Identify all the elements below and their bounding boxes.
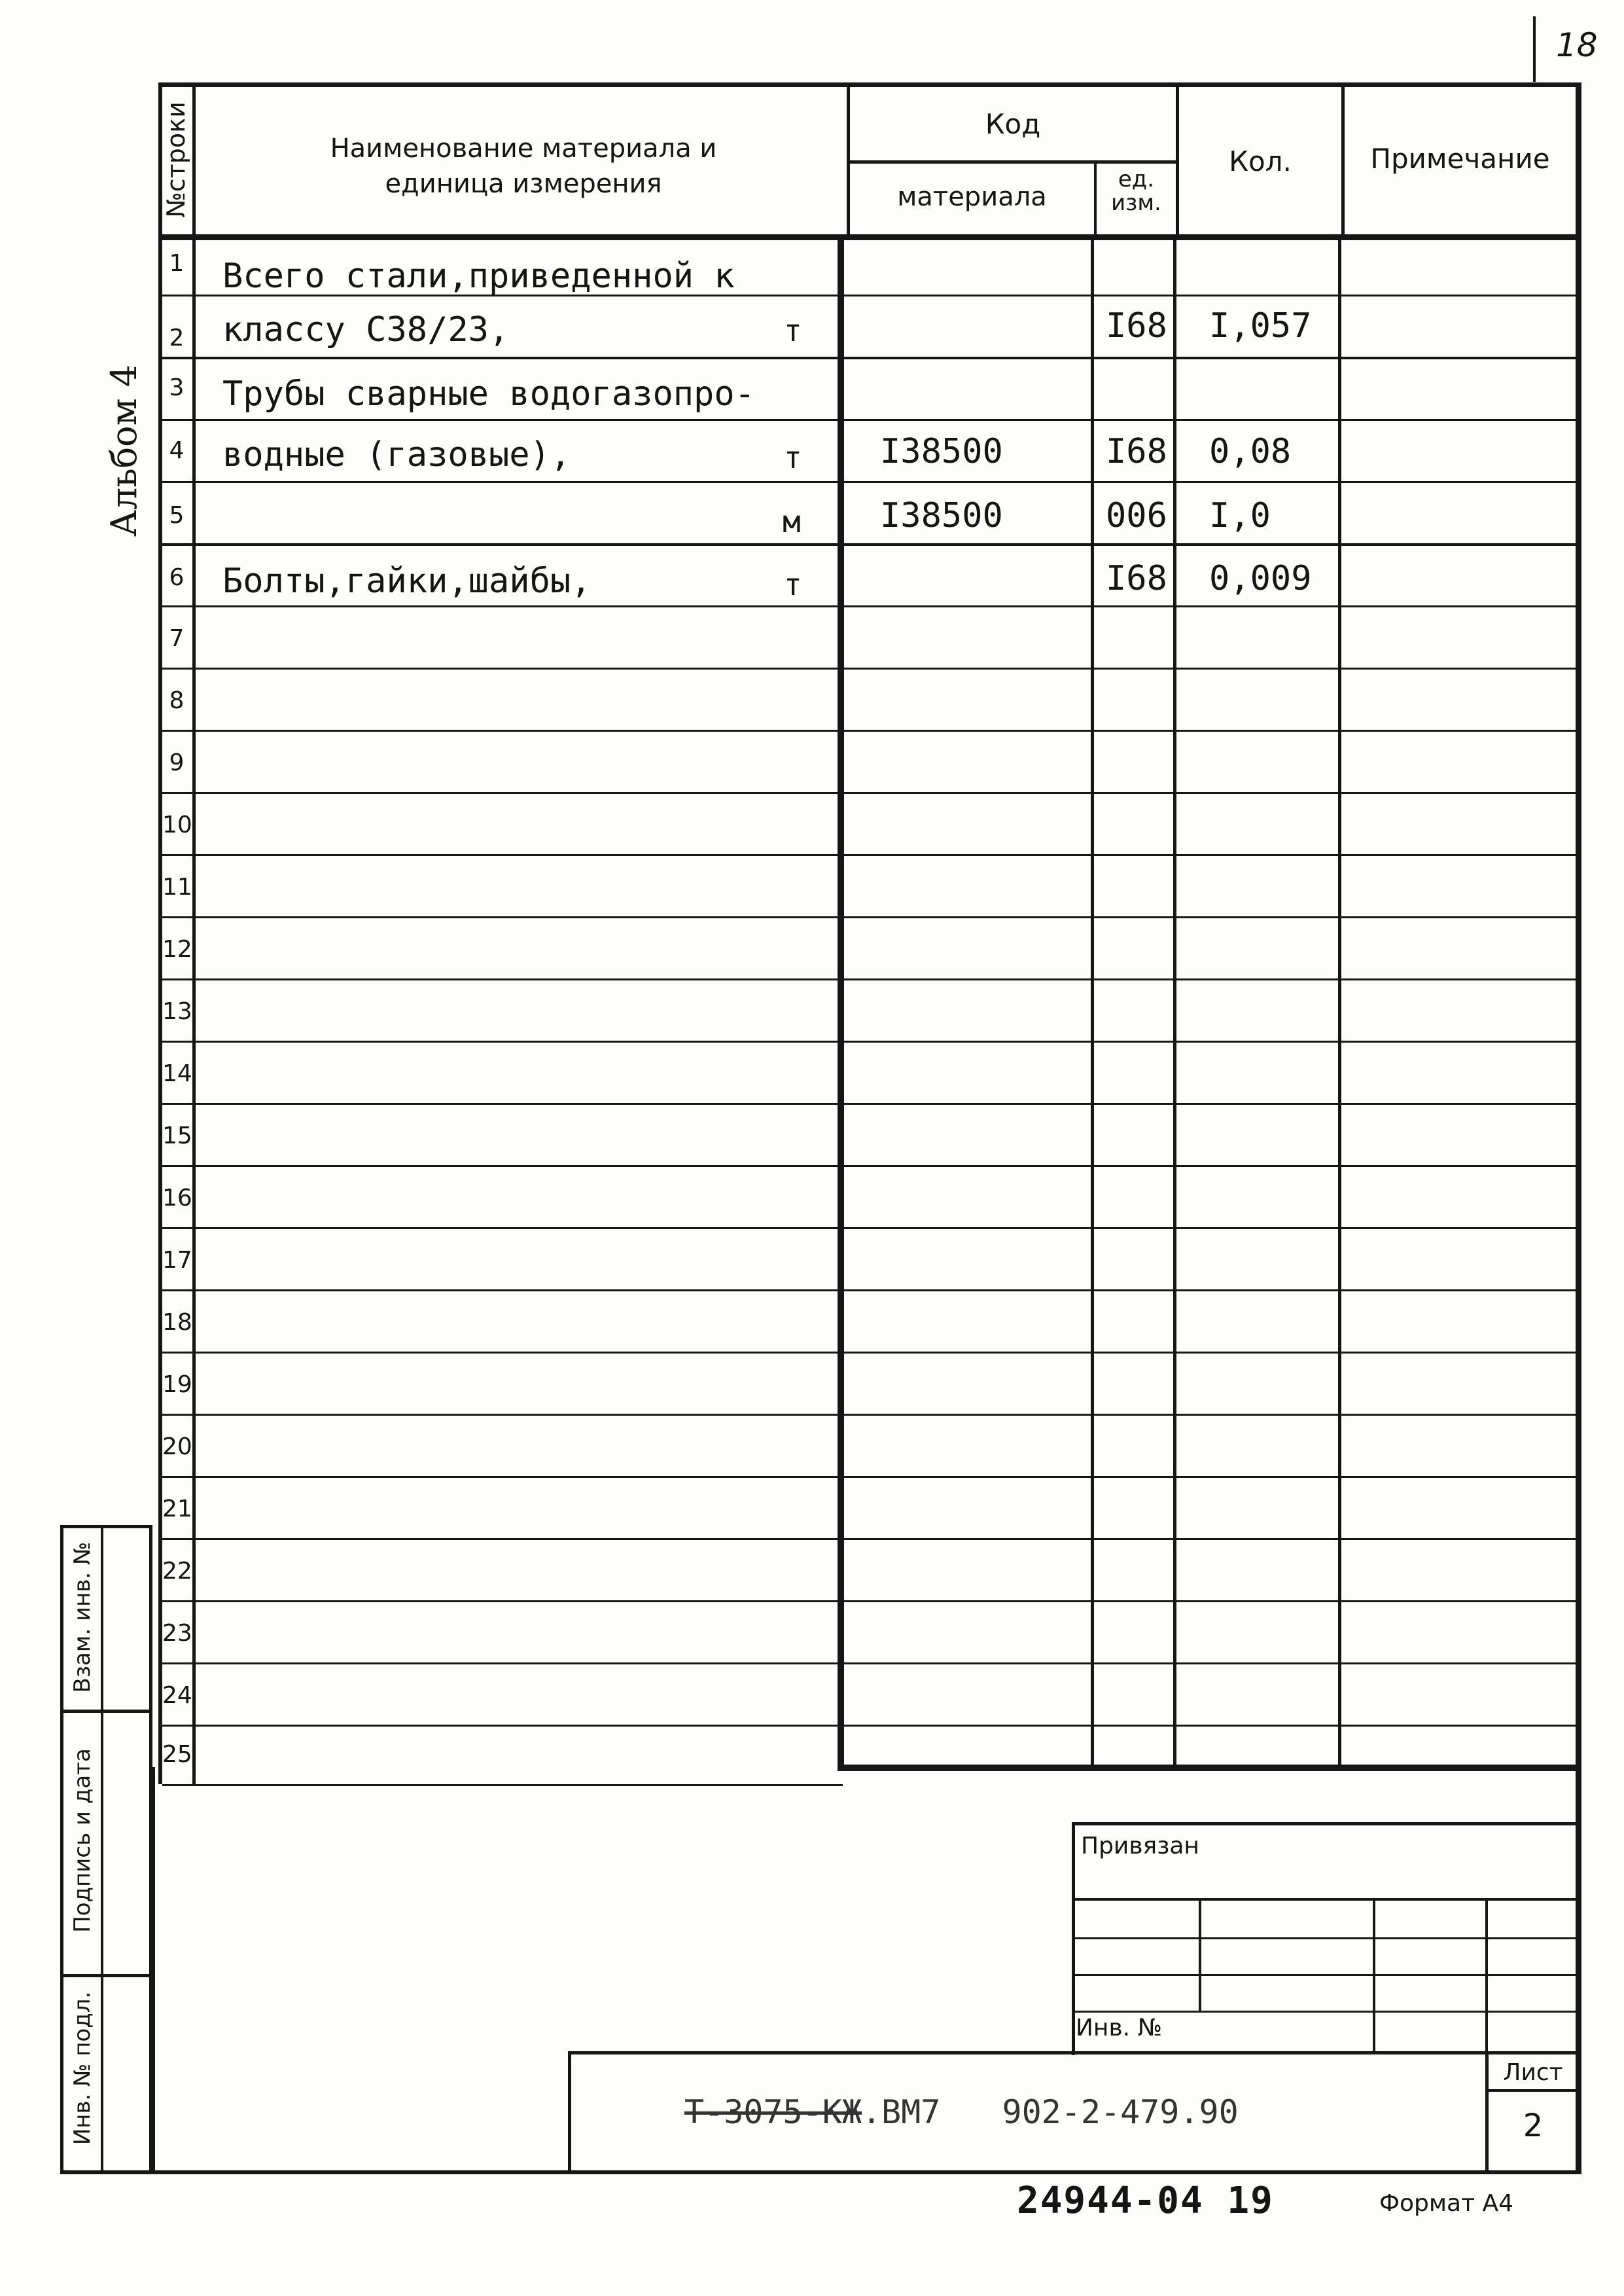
row-2-qty: I,057: [1209, 306, 1312, 346]
header-material: материала: [897, 182, 1047, 212]
row-number: 1: [169, 250, 185, 277]
row-number: 2: [169, 325, 185, 351]
header-unit-line2: изм.: [1111, 190, 1161, 216]
header-name-line1: Наименование материала и: [330, 134, 717, 164]
format-label: Формат А4: [1379, 2190, 1514, 2217]
row-number: 18: [162, 1309, 192, 1336]
row-1-name: Всего стали,приведенной к: [222, 257, 735, 296]
row-6-unit-code: I68: [1106, 559, 1167, 598]
document-code-struck: Т-3075-КЖ: [684, 2093, 862, 2131]
sheet-label: Лист: [1503, 2059, 1563, 2086]
row-number: 19: [162, 1371, 192, 1398]
row-6-qty: 0,009: [1209, 559, 1312, 598]
row-number: 14: [162, 1060, 192, 1087]
row-number: 13: [162, 998, 192, 1025]
row-5-material: I38500: [880, 496, 1003, 535]
row-2-unit: т: [784, 313, 802, 348]
row-number: 15: [162, 1122, 192, 1149]
inv-no-label: Инв. №: [1076, 2015, 1163, 2041]
stamp-signature-date: Подпись и дата: [69, 1748, 96, 1933]
row-number: 9: [169, 749, 185, 776]
row-number: 21: [162, 1496, 192, 1522]
row-number: 3: [169, 374, 185, 401]
row-number: 16: [162, 1185, 192, 1211]
row-number: 22: [162, 1558, 192, 1585]
row-5-unit-code: 006: [1106, 496, 1167, 535]
row-number: 24: [162, 1682, 192, 1709]
row-number: 6: [169, 564, 185, 591]
row-5-qty: I,0: [1209, 496, 1271, 535]
stamp-original-inv: Инв. № подл.: [69, 1991, 96, 2145]
row-3-name: Трубы сварные водогазопро-: [222, 374, 755, 414]
row-number: 10: [162, 812, 192, 838]
album-label: Альбом 4: [103, 364, 145, 537]
row-4-unit-code: I68: [1106, 432, 1167, 471]
row-6-name: Болты,гайки,шайбы,: [222, 562, 591, 601]
row-4-qty: 0,08: [1209, 432, 1292, 471]
row-4-unit: т: [784, 440, 802, 475]
sheet-number: 2: [1523, 2108, 1544, 2144]
header-qty: Кол.: [1229, 145, 1292, 177]
attached-label: Привязан: [1081, 1833, 1199, 1859]
row-number: 5: [169, 502, 185, 529]
row-number: 11: [162, 874, 192, 901]
page-number: 18: [1556, 26, 1598, 64]
row-number: 23: [162, 1620, 192, 1647]
row-2-unit-code: I68: [1106, 306, 1167, 346]
row-number: 8: [169, 687, 185, 714]
document-code-suffix: .ВМ7: [861, 2093, 941, 2131]
row-number: 4: [169, 437, 185, 464]
row-2-name: классу С38/23,: [222, 310, 510, 350]
header-name-line2: единица измерения: [385, 169, 662, 199]
row-number: 17: [162, 1247, 192, 1274]
header-note: Примечание: [1370, 143, 1550, 175]
row-4-material: I38500: [880, 432, 1003, 471]
header-unit-line1: ед.: [1118, 166, 1155, 192]
document-code: [684, 2093, 1239, 2131]
document-number: 902-2-479.90: [1002, 2093, 1239, 2131]
row-5-unit: м: [783, 504, 801, 539]
header-code: Код: [985, 108, 1041, 140]
archive-number: 24944-04 19: [1017, 2179, 1274, 2222]
stamp-substitute-inv: Взам. инв. №: [69, 1541, 96, 1693]
row-number: 7: [169, 625, 185, 652]
header-row-number: №строки: [162, 101, 190, 218]
row-number: 12: [162, 936, 192, 963]
row-6-unit: т: [784, 567, 802, 602]
row-number: 25: [162, 1741, 192, 1768]
row-number: 20: [162, 1433, 192, 1460]
row-4-name: водные (газовые),: [222, 435, 571, 475]
header-unit: [1097, 168, 1176, 215]
header-name: [216, 131, 831, 202]
